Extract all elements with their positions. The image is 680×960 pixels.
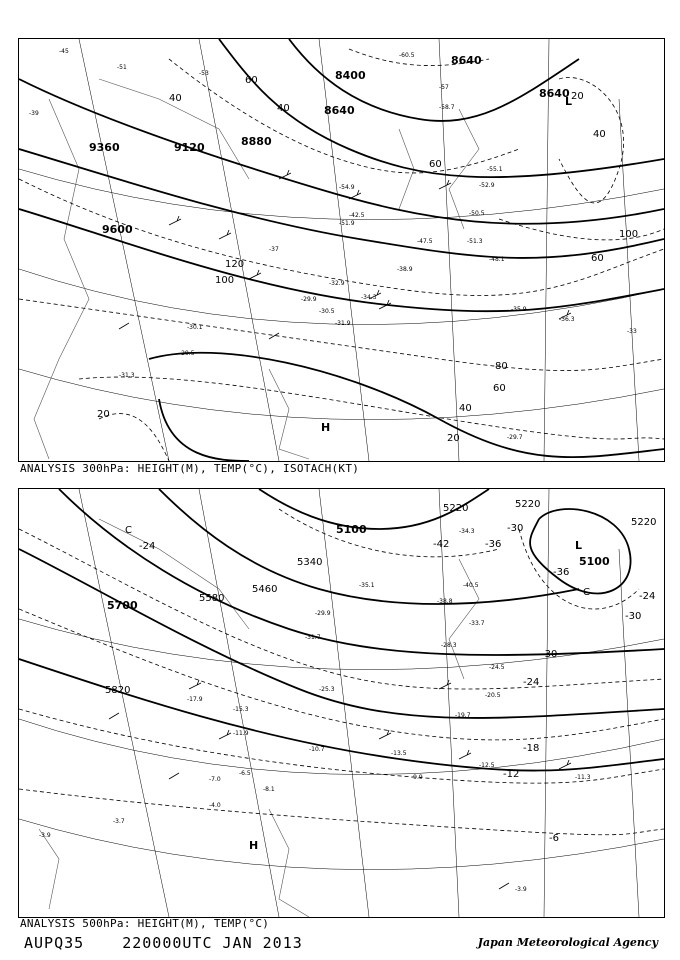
svg-text:-36.3: -36.3 — [559, 316, 575, 323]
isotach-label: 100 — [215, 275, 235, 286]
svg-text:-37: -37 — [269, 246, 279, 253]
height-label: 8880 — [241, 135, 272, 148]
temp-label: -36 — [485, 539, 502, 550]
map-500hpa-canvas — [19, 489, 664, 917]
svg-text:-11.9: -11.9 — [233, 730, 249, 737]
svg-text:-35.1: -35.1 — [359, 582, 375, 589]
svg-text:-3.7: -3.7 — [113, 818, 125, 825]
svg-text:-50.5: -50.5 — [469, 210, 485, 217]
svg-text:-33.7: -33.7 — [469, 620, 485, 627]
svg-text:-40.5: -40.5 — [463, 582, 479, 589]
map-500hpa — [18, 488, 665, 918]
wind-barbs — [109, 680, 571, 889]
temp-label: -30 — [541, 649, 558, 660]
isotach-label: 60 — [429, 159, 442, 170]
svg-text:-3.9: -3.9 — [515, 886, 527, 893]
isotach-label: 40 — [593, 129, 606, 140]
map-300hpa — [18, 38, 665, 462]
temp-label: -24 — [639, 591, 656, 602]
svg-text:-10.7: -10.7 — [309, 746, 325, 753]
temp-label: -36 — [553, 567, 570, 578]
svg-text:-19.7: -19.7 — [455, 712, 471, 719]
isotach-label: 60 — [493, 383, 506, 394]
isotach-label: 100 — [619, 229, 639, 240]
height-label: 9120 — [174, 141, 205, 154]
isotach-label: 80 — [495, 361, 508, 372]
svg-text:-52.9: -52.9 — [479, 182, 495, 189]
svg-text:-20.5: -20.5 — [485, 692, 501, 699]
low-center: L — [575, 539, 583, 552]
valid-time: 220000UTC JAN 2013 — [122, 934, 303, 952]
isotach-label: 20 — [97, 409, 110, 420]
temp-label: -12 — [503, 769, 520, 780]
temperature-contours — [19, 509, 664, 835]
svg-text:-30.5: -30.5 — [319, 308, 335, 315]
svg-text:-30.1: -30.1 — [187, 324, 203, 331]
svg-text:-31.7: -31.7 — [305, 634, 321, 641]
svg-text:-45: -45 — [59, 48, 69, 55]
low-center: L — [565, 95, 573, 108]
map-300hpa-canvas — [19, 39, 664, 461]
svg-text:-34.3: -34.3 — [361, 294, 377, 301]
svg-text:-47.5: -47.5 — [417, 238, 433, 245]
temp-label: -18 — [523, 743, 540, 754]
high-center: H — [321, 421, 331, 434]
temp-label: -24 — [139, 541, 156, 552]
svg-text:-58.7: -58.7 — [439, 104, 455, 111]
isotach-label: 60 — [591, 253, 604, 264]
svg-text:-9.9: -9.9 — [411, 774, 423, 781]
coastlines — [39, 519, 479, 917]
isotach-label: 20 — [447, 433, 460, 444]
temp-label: -24 — [523, 677, 540, 688]
height-label: 5580 — [199, 593, 225, 604]
height-label: 5700 — [107, 599, 138, 612]
svg-text:-12.5: -12.5 — [479, 762, 495, 769]
svg-text:-15.3: -15.3 — [233, 706, 249, 713]
svg-text:-11.3: -11.3 — [575, 774, 591, 781]
station-plots — [39, 528, 591, 893]
svg-text:-31.3: -31.3 — [119, 372, 135, 379]
chart-id: AUPQ35 — [24, 934, 85, 952]
svg-text:-57: -57 — [439, 84, 449, 91]
height-label: 5820 — [105, 685, 131, 696]
svg-text:-38.9: -38.9 — [397, 266, 413, 273]
svg-text:-39: -39 — [29, 110, 39, 117]
svg-text:-51.3: -51.3 — [467, 238, 483, 245]
isotach-label: 60 — [245, 75, 258, 86]
height-label: 5220 — [443, 503, 469, 514]
svg-text:-34.3: -34.3 — [459, 528, 475, 535]
temp-label: -30 — [507, 523, 524, 534]
svg-text:-13.5: -13.5 — [391, 750, 407, 757]
wind-barbs — [119, 170, 571, 339]
caption-500hpa: ANALYSIS 500hPa: HEIGHT(M), TEMP(°C) — [20, 917, 270, 930]
svg-text:-60.5: -60.5 — [399, 52, 415, 59]
isotach-label: 120 — [225, 259, 245, 270]
svg-text:-31.9: -31.9 — [335, 320, 351, 327]
svg-text:-42.5: -42.5 — [349, 212, 365, 219]
isotach-label: 20 — [571, 91, 584, 102]
chart-header — [24, 934, 331, 952]
svg-text:-7.0: -7.0 — [209, 776, 221, 783]
temp-label: -30 — [625, 611, 642, 622]
svg-text:-33: -33 — [627, 328, 637, 335]
cold-center: C — [125, 525, 132, 536]
svg-text:-3.9: -3.9 — [39, 832, 51, 839]
svg-text:-29.9: -29.9 — [315, 610, 331, 617]
svg-text:-51: -51 — [117, 64, 127, 71]
svg-text:-53: -53 — [199, 70, 209, 77]
height-label: 9600 — [102, 223, 133, 236]
cold-center: C — [583, 587, 590, 598]
svg-text:-48.1: -48.1 — [489, 256, 505, 263]
height-label: 8400 — [335, 69, 366, 82]
svg-text:-24.5: -24.5 — [489, 664, 505, 671]
height-label: 8640 — [451, 54, 482, 67]
height-label: 9360 — [89, 141, 120, 154]
high-center: H — [249, 839, 259, 852]
svg-text:-54.9: -54.9 — [339, 184, 355, 191]
height-label: 5220 — [515, 499, 541, 510]
caption-300hpa: ANALYSIS 300hPa: HEIGHT(M), TEMP(°C), ISOTACH(KT) — [20, 462, 360, 475]
svg-text:-4.0: -4.0 — [209, 802, 221, 809]
height-label: 5100 — [336, 523, 367, 536]
svg-text:-55.1: -55.1 — [487, 166, 503, 173]
svg-text:-8.1: -8.1 — [263, 786, 275, 793]
height-label: 5460 — [252, 584, 278, 595]
height-label: 5340 — [297, 557, 323, 568]
isotach-label: 40 — [277, 103, 290, 114]
svg-text:-32.9: -32.9 — [329, 280, 345, 287]
agency-name: Japan Meteorological Agency — [477, 936, 658, 949]
isotach-label: 40 — [169, 93, 182, 104]
height-label: 8640 — [324, 104, 355, 117]
svg-text:-25.3: -25.3 — [319, 686, 335, 693]
height-label: 5100 — [579, 555, 610, 568]
svg-text:-29.9: -29.9 — [301, 296, 317, 303]
height-label: 5220 — [631, 517, 657, 528]
isotach-label: 40 — [459, 403, 472, 414]
height-label: 8640 — [539, 87, 570, 100]
svg-text:-6.5: -6.5 — [239, 770, 251, 777]
svg-text:-29.7: -29.7 — [507, 434, 523, 441]
svg-text:-38.8: -38.8 — [437, 598, 453, 605]
temp-label: -6 — [549, 833, 559, 844]
svg-text:-17.9: -17.9 — [187, 696, 203, 703]
svg-text:-35.9: -35.9 — [511, 306, 527, 313]
svg-text:-29.5: -29.5 — [179, 350, 195, 357]
svg-text:-51.9: -51.9 — [339, 220, 355, 227]
svg-text:-28.3: -28.3 — [441, 642, 457, 649]
temp-label: -42 — [433, 539, 450, 550]
